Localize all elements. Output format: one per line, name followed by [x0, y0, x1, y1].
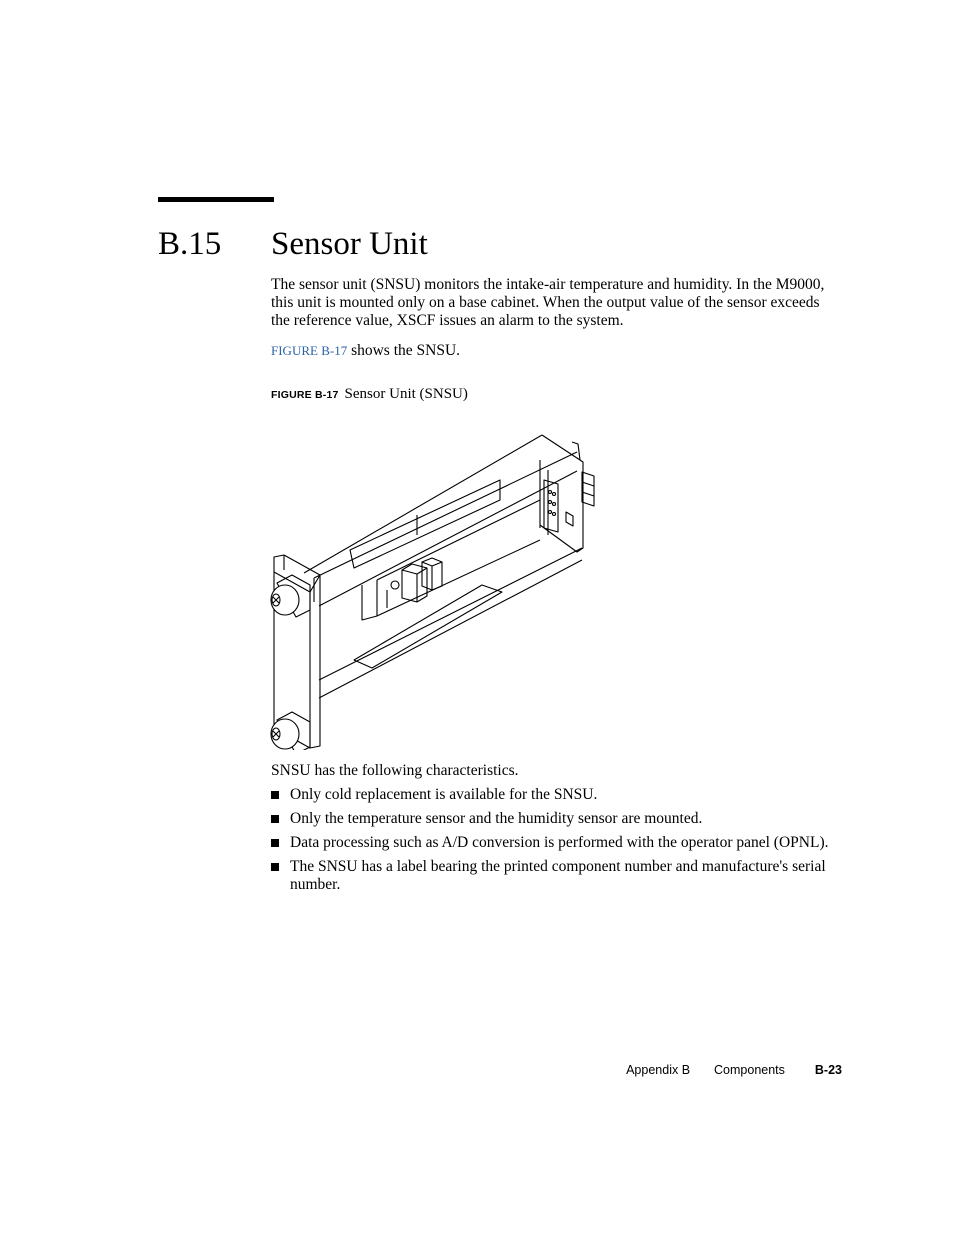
figure-reference-paragraph	[271, 342, 460, 360]
figure-caption-text: Sensor Unit (SNSU)	[344, 386, 468, 402]
page-number: B-23	[814, 1063, 842, 1077]
figure-label: FIGURE B-17	[271, 389, 339, 401]
bullet-icon	[271, 791, 279, 799]
list-item: Data processing such as A/D conversion is performed with the operator panel (OPNL).	[271, 834, 841, 852]
figure-reference-link[interactable]: FIGURE B-17	[271, 343, 348, 358]
characteristics-list	[271, 786, 841, 900]
figure-caption	[271, 385, 468, 404]
list-item: Only cold replacement is available for the SNSU.	[271, 786, 841, 804]
figure-reference-text: shows the SNSU.	[347, 342, 461, 359]
list-item: The SNSU has a label bearing the printed component number and manufacture's serial number.	[271, 858, 841, 894]
footer-chapter: Components	[714, 1063, 785, 1077]
section-heading	[158, 222, 428, 266]
sensor-unit-illustration	[262, 430, 622, 750]
inner-board	[362, 500, 540, 620]
bullet-icon	[271, 815, 279, 823]
bottom-rail	[319, 548, 582, 698]
section-rule	[158, 197, 274, 202]
top-rail	[304, 435, 577, 606]
list-item: Only the temperature sensor and the humidity sensor are mounted.	[271, 810, 841, 828]
page-footer	[602, 1063, 842, 1077]
footer-appendix: Appendix B	[626, 1063, 691, 1077]
section-number: B.15	[158, 226, 222, 262]
rear-connector	[544, 472, 594, 532]
bullet-icon	[271, 863, 279, 871]
section-title: Sensor Unit	[271, 226, 428, 262]
characteristics-intro: SNSU has the following characteristics.	[271, 762, 519, 779]
bullet-icon	[271, 839, 279, 847]
intro-paragraph: The sensor unit (SNSU) monitors the intake-air temperature and humidity. In the M9000, this unit is mounted only on a base cabinet. When the output value of the sensor exceeds the reference value, XSCF issues an alarm to the system.	[271, 276, 825, 329]
